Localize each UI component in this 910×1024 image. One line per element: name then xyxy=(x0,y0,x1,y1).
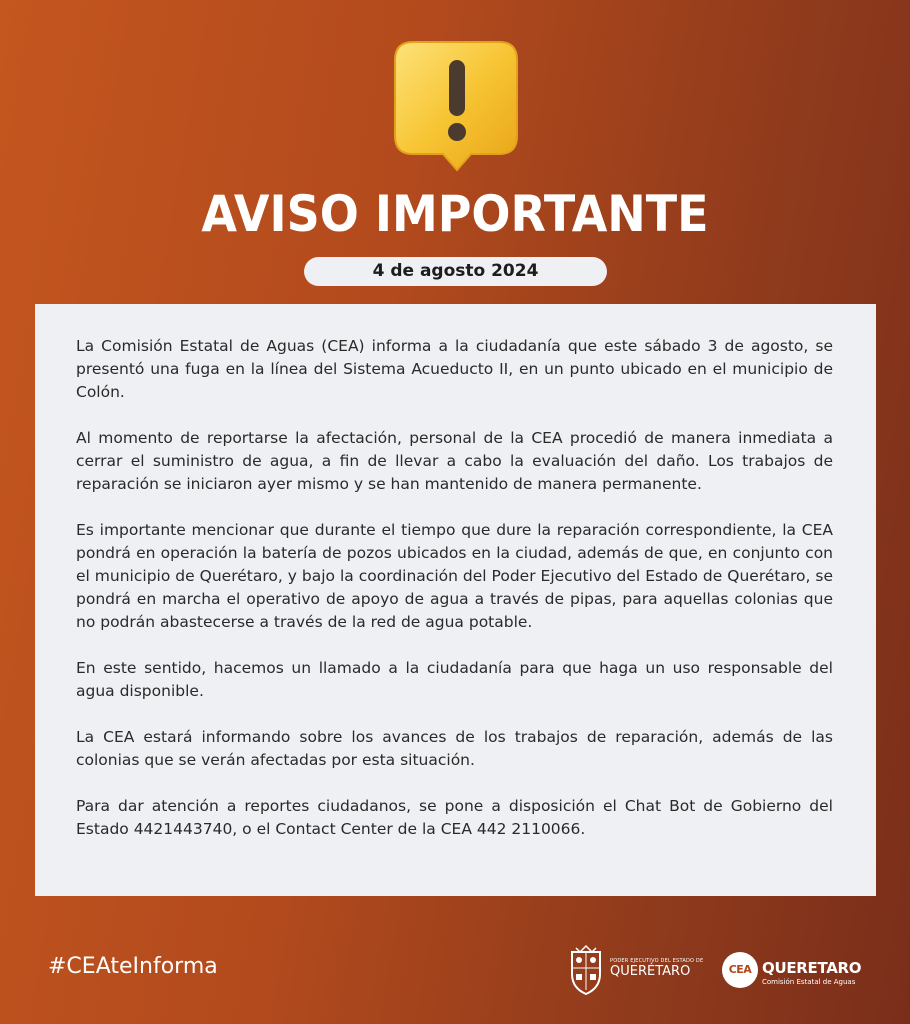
state-coat-of-arms-icon xyxy=(566,944,606,996)
cea-logo-subtitle: Comisión Estatal de Aguas xyxy=(762,978,856,986)
notice-paragraph: En este sentido, hacemos un llamado a la ciudadanía para que haga un uso responsable del agua disponible. xyxy=(76,659,833,700)
cea-logo-name: QUERETARO xyxy=(762,959,862,977)
notice-paragraph: Para dar atención a reportes ciudadanos, se pone a disposición el Chat Bot de Gobierno del Estado 4421443740, o el Contact Center de la CEA 442 2110066. xyxy=(76,797,833,838)
notice-paragraph: Al momento de reportarse la afectación, personal de la CEA procedió de manera inmediata a cerrar el suministro de agua, a fin de llevar a cabo la evaluación del daño. Los trabajos de reparación se iniciaron ayer mismo y se han mantenido de manera permanente. xyxy=(76,429,833,493)
exclamation-speech-bubble-icon xyxy=(391,38,521,173)
notice-panel xyxy=(35,304,876,896)
gov-logo-small-text: PODER EJECUTIVO DEL ESTADO DE xyxy=(610,958,704,964)
queretaro-government-logo xyxy=(566,944,704,996)
cea-logo-mark: CEA xyxy=(722,952,758,988)
hashtag: #CEAteInforma xyxy=(48,954,218,979)
notice-paragraph: La CEA estará informando sobre los avances de los trabajos de reparación, además de las colonias que se verán afectadas por esta situación. xyxy=(76,728,833,769)
notice-paragraph: Es importante mencionar que durante el tiempo que dure la reparación correspondiente, la CEA pondrá en operación la batería de pozos ubicados en la ciudad, además de que, en conjunto con el municipio de Querétaro, y bajo la coordinación del Poder Ejecutivo del Estado de Querétaro, se pondrá en marcha el operativo de apoyo de agua a través de pipas, para aquellas colonias que no podrán abastecerse a través de la red de agua potable. xyxy=(76,521,833,631)
date-badge: 4 de agosto 2024 xyxy=(304,257,607,286)
page-title: AVISO IMPORTANTE xyxy=(201,185,709,243)
gov-logo-big-text: QUERÉTARO xyxy=(610,964,691,979)
notice-paragraph: La Comisión Estatal de Aguas (CEA) informa a la ciudadanía que este sábado 3 de agosto, se presentó una fuga en la línea del Sistema Acueducto II, en un punto ubicado en el municipio de Colón. xyxy=(76,337,833,401)
cea-queretaro-logo xyxy=(722,952,862,992)
